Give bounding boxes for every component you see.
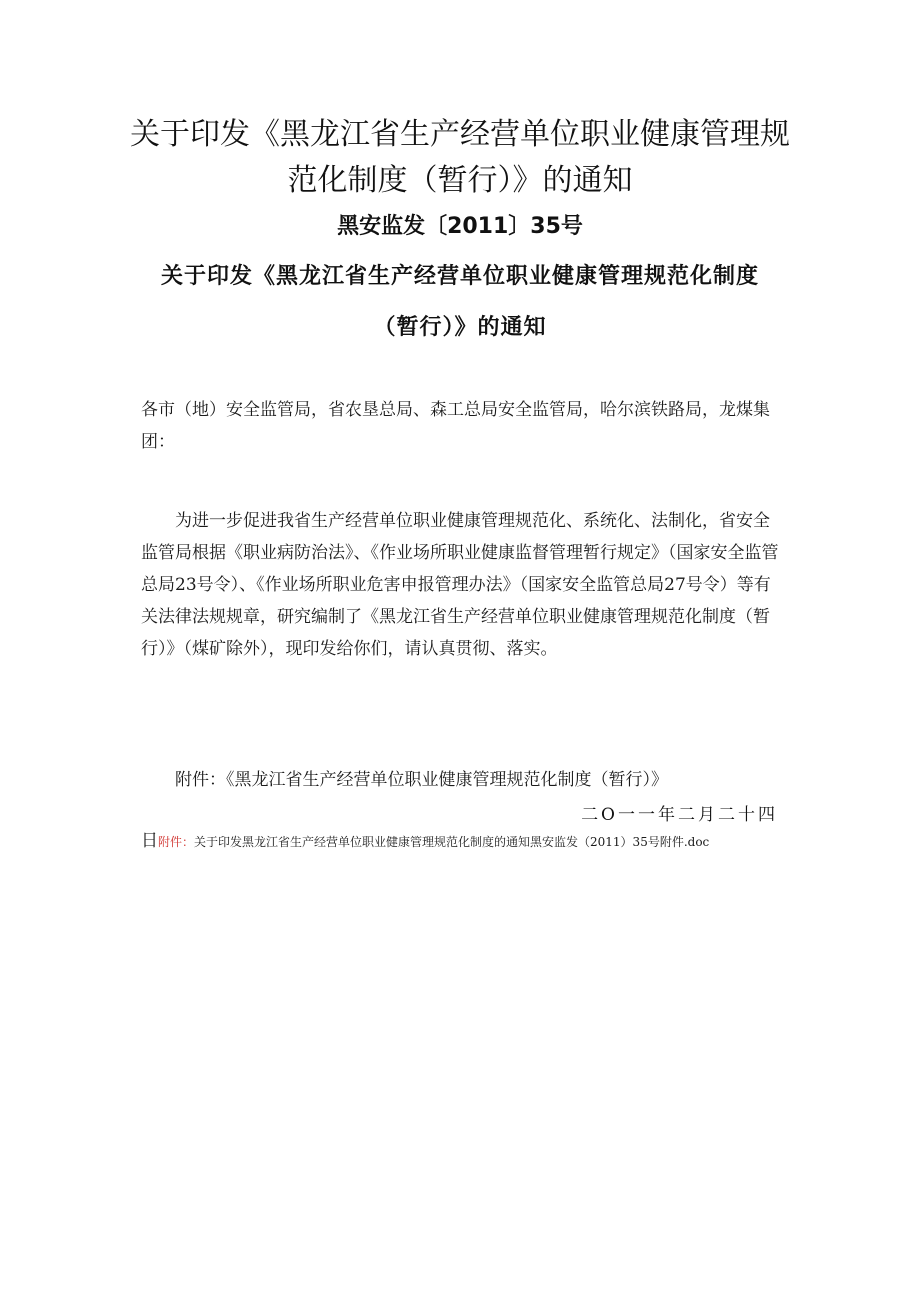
- issue-date-day: 日: [141, 831, 158, 851]
- document-title-line-2: 范化制度（暂行）》的通知: [287, 163, 633, 198]
- attachment-line: 附件：《黑龙江省生产经营单位职业健康管理规范化制度（暂行）》: [175, 770, 668, 790]
- attachment-link-text[interactable]: 关于印发黑龙江省生产经营单位职业健康管理规范化制度的通知黑安监发（2011）35号附件.doc: [194, 835, 710, 849]
- subtitle-line-1: 关于印发《黑龙江省生产经营单位职业健康管理规范化制度: [160, 264, 759, 289]
- body-paragraph: 为进一步促进我省生产经营单位职业健康管理规范化、系统化、法制化，省安全监管局根据《职业病防治法》、《作业场所职业健康监督管理暂行规定》（国家安全监管总局23号令）、《作业场所职业危害申报管理办法》（国家安全监管总局27号令）等有关法律法规规章，研究编制了《黑龙江省生产经营单位职业健康管理规范化制度（暂行）》（煤矿除外），现印发给你们，请认真贯彻、落实。: [141, 511, 779, 659]
- document-number: 黑安监发〔2011〕35号: [337, 214, 583, 239]
- document-title-line-1: 关于印发《黑龙江省生产经营单位职业健康管理规: [130, 117, 790, 152]
- recipients-paragraph: 各市（地）安全监管局，省农垦总局、森工总局安全监管局，哈尔滨铁路局，龙煤集团：: [141, 400, 770, 452]
- attachment-footer: [141, 829, 801, 854]
- attachment-link-label[interactable]: 附件：: [158, 835, 195, 849]
- subtitle-line-2: （暂行）》的通知: [373, 315, 547, 340]
- issue-date: 二O一一年二月二十四: [581, 805, 778, 825]
